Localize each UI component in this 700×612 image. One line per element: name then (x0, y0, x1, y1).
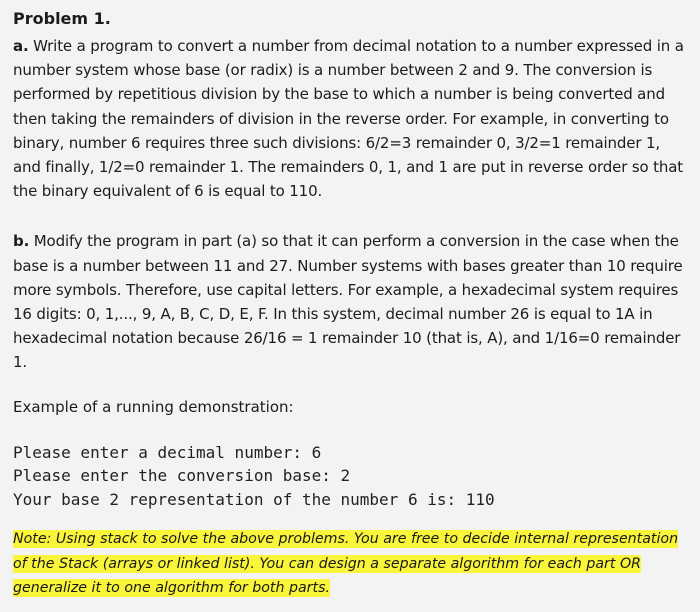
example-heading: Example of a running demonstration: (13, 397, 294, 416)
note-box (9, 525, 692, 603)
part-a-paragraph (13, 34, 690, 203)
part-b-paragraph (13, 229, 690, 374)
part-b-text: Modify the program in part (a) so that it can perform a conversion in the case when the base is a number between 11 and 27. Number systems with bases greater than 10 require more symbols. Therefore, use capital letters. For example, a hexadecimal system requires 16 digits: 0, 1,..., 9, A, B, C, D, E, F. In this system, decimal number 26 is equal to 1A in hexadecimal notation because 26/16 = 1 remainder 10 (that is, A), and 1/16=0 remainder 1. (13, 232, 683, 372)
problem-title: Problem 1. (13, 9, 111, 28)
note-highlighted-text: Note: Using stack to solve the above problems. You are free to decide internal representation of the Stack (arrays or linked list). You can design a separate algorithm for each part OR generalize it to one algorithm for both parts. (13, 531, 679, 596)
demo-line-prompt-number: Please enter a decimal number: 6 (13, 442, 322, 462)
demo-output (13, 441, 690, 512)
part-b-label: b. (13, 232, 30, 251)
part-a-label: a. (13, 37, 29, 55)
demo-line-prompt-base: Please enter the conversion base: 2 (13, 466, 351, 486)
demo-line-result: Your base 2 representation of the number 6 is: 110 (13, 489, 495, 509)
part-a-text: Write a program to convert a number from decimal notation to a number expressed in a number system whose base (or radix) is a number between 2 and 9. The conversion is performed by repetitious division by the base to which a number is being converted and then taking the remainders of division in the reverse order. For example, in converting to binary, number 6 requires three such divisions: 6/2=3 remainder 0, 3/2=1 remainder 1, and finally, 1/2=0 remainder 1. The remainders 0, 1, and 1 are put in reverse order so that the binary equivalent of 6 is equal to 110. (13, 37, 684, 201)
